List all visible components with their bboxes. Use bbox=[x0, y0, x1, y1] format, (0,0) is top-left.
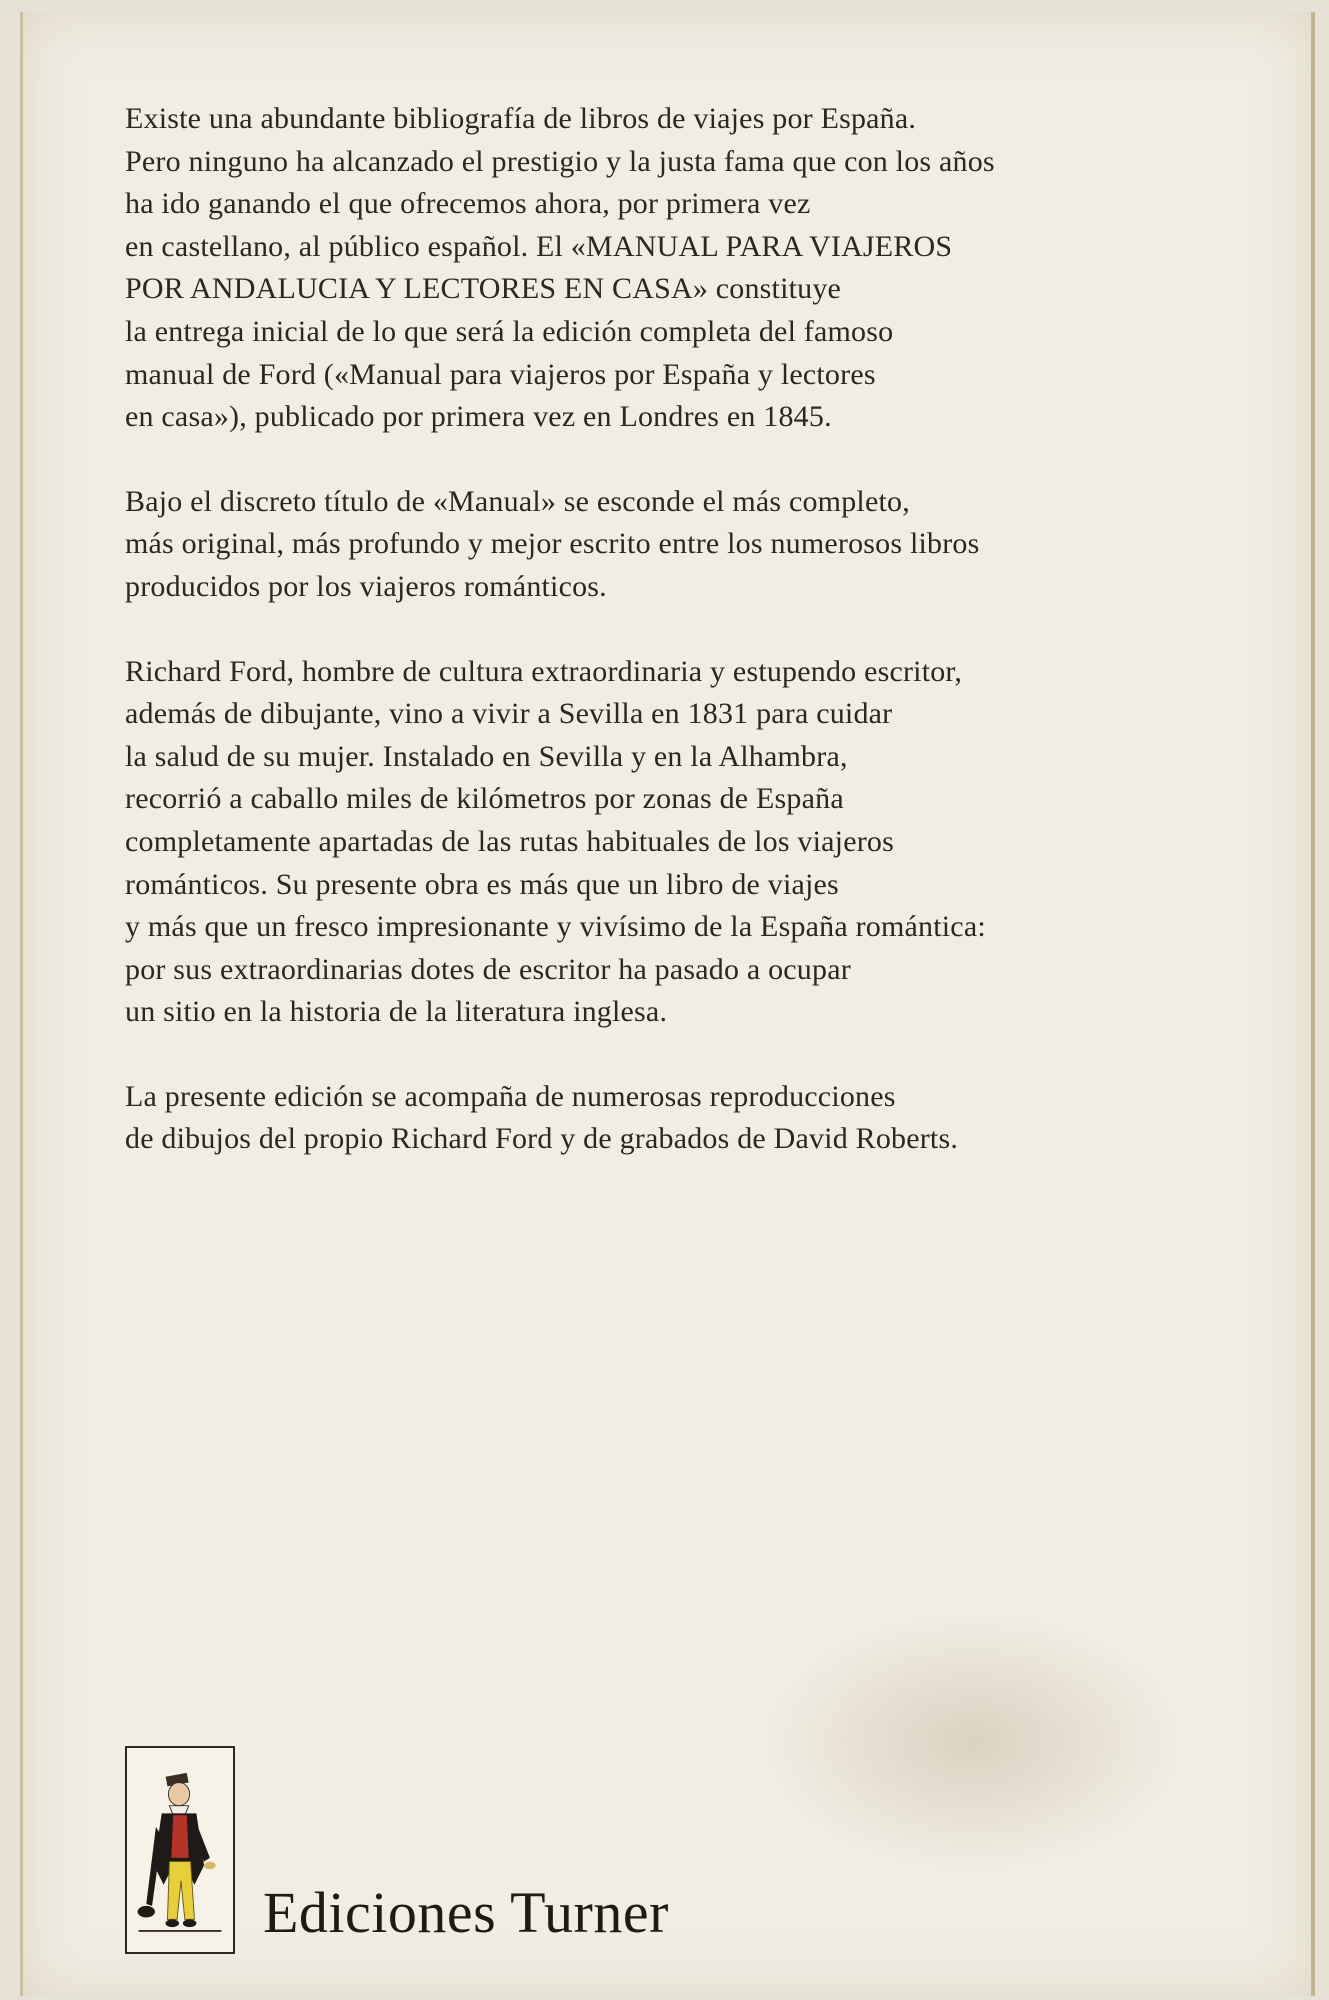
text-line: la salud de su mujer. Instalado en Sevilla y en la Alhambra, bbox=[125, 739, 848, 773]
text-line: La presente edición se acompaña de numerosas reproducciones bbox=[125, 1079, 896, 1113]
text-line: completamente apartadas de las rutas habituales de los viajeros bbox=[125, 824, 894, 858]
text-line: además de dibujante, vino a vivir a Sevilla en 1831 para cuidar bbox=[125, 697, 893, 731]
text-line: en casa»), publicado por primera vez en Londres en 1845. bbox=[125, 400, 832, 434]
text-line: Existe una abundante bibliografía de libros de viajes por España. bbox=[125, 102, 917, 135]
text-line: más original, más profundo y mejor escrito entre los numerosos libros bbox=[125, 527, 980, 561]
text-line: de dibujos del propio Richard Ford y de grabados de David Roberts. bbox=[125, 1122, 959, 1156]
text-line: la entrega inicial de lo que será la edición completa del famoso bbox=[125, 314, 894, 348]
text-line: recorrió a caballo miles de kilómetros por zonas de España bbox=[125, 782, 844, 816]
text-line: y más que un fresco impresionante y vivísimo de la España romántica: bbox=[125, 910, 986, 944]
publisher-imprint bbox=[125, 1739, 669, 1954]
back-cover bbox=[20, 12, 1315, 1996]
text-line: ha ido ganando el que ofrecemos ahora, por primera vez bbox=[125, 187, 811, 221]
gentleman-figure-icon bbox=[125, 1746, 235, 1954]
paper-stain bbox=[763, 1612, 1183, 1872]
text-line: Bajo el discreto título de «Manual» se esconde el más completo, bbox=[125, 484, 910, 518]
paragraph-intro bbox=[125, 98, 1205, 439]
paragraph-manual bbox=[125, 481, 1205, 609]
paragraph-author bbox=[125, 651, 1205, 1034]
text-line: Pero ninguno ha alcanzado el prestigio y la justa fama que con los años bbox=[125, 144, 995, 178]
paragraph-edition bbox=[125, 1076, 1205, 1161]
publisher-name: Ediciones Turner bbox=[263, 1880, 669, 1945]
text-line: POR ANDALUCIA Y LECTORES EN CASA» constituye bbox=[125, 272, 842, 306]
text-line: un sitio en la historia de la literatura inglesa. bbox=[125, 995, 668, 1029]
text-line: producidos por los viajeros románticos. bbox=[125, 569, 607, 603]
text-line: manual de Ford («Manual para viajeros por España y lectores bbox=[125, 357, 876, 391]
blurb-text bbox=[125, 98, 1205, 1203]
text-line: en castellano, al público español. El «MANUAL PARA VIAJEROS bbox=[125, 229, 953, 263]
text-line: por sus extraordinarias dotes de escritor ha pasado a ocupar bbox=[125, 952, 851, 986]
text-line: Richard Ford, hombre de cultura extraordinaria y estupendo escritor, bbox=[125, 654, 963, 688]
text-line: románticos. Su presente obra es más que un libro de viajes bbox=[125, 867, 839, 901]
